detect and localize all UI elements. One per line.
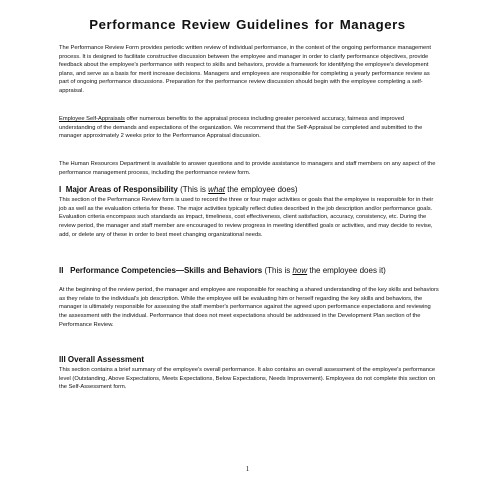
section-1-note: (This is what the employee does) — [180, 185, 298, 194]
section-2-number: II — [59, 266, 64, 275]
section-1-body: This section of the Performance Review form is used to record the three or four major activities or goals that the employee is responsible for in their job as well as the evaluation criteria for these. The major activities typically reflect duties described in the job description and/or performance goals. Evaluation criteria encompass such standards as impact, timeliness, cost effectiveness, client satisfaction, accuracy, consistency, etc. During the review period, the manager and staff member are encouraged to review progress in meeting identified goals or activities, and may decide to revise, add, or delete any of these in order to best meet changing organizational needs. — [59, 197, 434, 238]
hr-paragraph: The Human Resources Department is available to answer questions and to provide assistance to managers and staff members on any aspect of the performance management process, including the performance review form. — [59, 161, 436, 176]
page-number: 1 — [245, 465, 250, 473]
section-3-heading — [59, 355, 439, 365]
document-title: Performance Review Guidelines for Managers — [89, 17, 406, 32]
section-2-note: (This is how the employee does it) — [264, 266, 386, 275]
self-appraisal-text: offer numerous benefits to the appraisal process including greater perceived accuracy, fairness and improved understanding of the demands and expectations of the organization. We recommend that the Self-Appraisal be completed and submitted to the manager approximately 2 weeks prior to the Performance Appraisal discussion. — [59, 116, 423, 140]
self-appraisal-paragraph — [59, 115, 439, 141]
section-3-number: III — [59, 355, 66, 364]
section-2-title: Performance Competencies—Skills and Behaviors — [70, 266, 263, 275]
section-3-title: Overall Assessment — [67, 355, 145, 364]
section-2-heading — [59, 266, 439, 276]
section-1-heading — [59, 185, 439, 195]
section-3-body: This section contains a brief summary of the employee's overall performance. It also contains an overall assessment of the employee's performance level (Outstanding, Above Expectations, Meets Expectations, Below Expectations, Needs Improvement). Employees do not complete this section on the Self-Assessment form. — [59, 367, 436, 391]
section-1-title: Major Areas of Responsibility — [65, 185, 178, 194]
self-appraisal-term: Employee Self-Appraisals — [59, 116, 125, 122]
section-1-number: I — [59, 185, 62, 194]
intro-paragraph: The Performance Review Form provides periodic written review of individual performance, in the context of the ongoing performance management process. It is designed to facilitate constructive discussion between the employee and manager in order to clarify performance objectives, provide feedback about the employee's performance with respect to skills and behaviors, provide a framework for identifying the employee's development plans, and serve as a basis for merit increase decisions. Managers and employees are responsible for completing a yearly performance review as part of ongoing performance discussions. Preparation for the performance review discussion should begin with the employee completing a self-appraisal. — [59, 45, 432, 94]
section-2-body: At the beginning of the review period, the manager and employee are responsible for reaching a shared understanding of the key skills and behaviors as they relate to the individual's job description. While the employee will be evaluating him or herself regarding the key skills and behaviors, the manager is ultimately responsible for assessing the staff member's performance against the agreed upon performance expectations and reviewing the assessment with the individual. Performance that does not meet expectations should be addressed in the Development Plan section of the Performance Review. — [59, 287, 439, 328]
